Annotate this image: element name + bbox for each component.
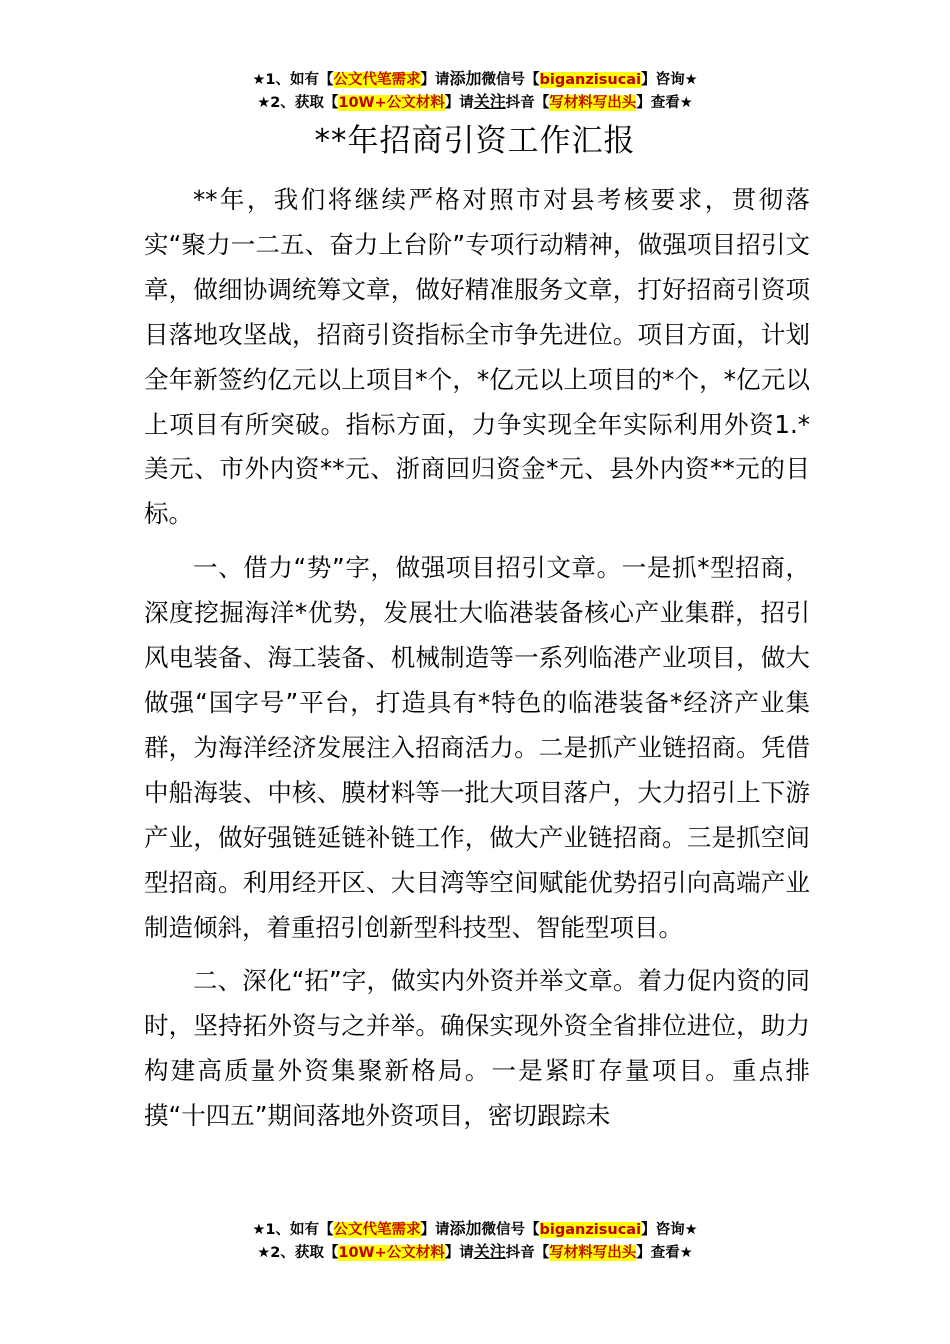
promo-line-2 — [0, 91, 950, 114]
promo-text: 】请 — [420, 1222, 450, 1238]
paragraph: **年，我们将继续严格对照市对县考核要求，贯彻落实“聚力一二五、奋力上台阶”专项行动精神，做强项目招引文章，做细协调统筹文章，做好精准服务文章，打好招商引资项目落地攻坚战，招商引资指标全市争先进位。项目方面，计划全年新签约亿元以上项目*个，*亿元以上项目的*个，*亿元以上项目有所突破。指标方面，力争实现全年实际利用外资1.*美元、市外内资**元、浙商回归资金*元、县外内资**元的目标。 — [144, 185, 810, 529]
promo-highlight: 10W+公文材料 — [338, 95, 445, 111]
promo-text: ★1、如有【 — [252, 72, 334, 88]
promo-text: 】咨询★ — [641, 72, 698, 88]
promo-text: 抖音【 — [505, 95, 550, 111]
promo-text: 】请 — [420, 72, 450, 88]
promo-text: 】咨询★ — [641, 1222, 698, 1238]
promo-emphasis: 关注 — [473, 92, 506, 111]
promo-text: 抖音【 — [505, 1245, 550, 1261]
promo-emphasis: 关注 — [473, 1242, 506, 1261]
promo-text: 】查看★ — [636, 1245, 693, 1261]
promo-text: ★2、获取【 — [257, 95, 339, 111]
promo-highlight: 公文代笔需求 — [333, 1222, 421, 1238]
promo-text: 微信号【 — [481, 72, 540, 88]
promo-text: 】请 — [444, 95, 474, 111]
promo-text: ★1、如有【 — [252, 1222, 334, 1238]
paragraph: 一、借力“势”字，做强项目招引文章。一是抓*型招商，深度挖掘海洋*优势，发展壮大临港装备核心产业集群，招引风电装备、海工装备、机械制造等一系列临港产业项目，做大做强“国字号”平台，打造具有*特色的临港装备*经济产业集群，为海洋经济发展注入招商活力。二是抓产业链招商。凭借中船海装、中核、膜材料等一批大项目落户，大力招引上下游产业，做好强链延链补链工作，做大产业链招商。三是抓空间型招商。利用经开区、大目湾等空间赋能优势招引向高端产业制造倾斜，着重招引创新型科技型、智能型项目。 — [144, 553, 810, 942]
promo-highlight: biganzisucai — [539, 72, 642, 88]
document-title: **年招商引资工作汇报 — [314, 123, 636, 159]
promo-line-1 — [0, 68, 950, 91]
promo-line-2 — [0, 1241, 950, 1264]
footer-promo-banner — [0, 1218, 950, 1264]
promo-highlight: 写材料写出头 — [549, 1245, 637, 1261]
promo-emphasis: 添加 — [449, 69, 482, 88]
document-body — [144, 178, 810, 1139]
promo-highlight: biganzisucai — [539, 1222, 642, 1238]
header-promo-banner — [0, 68, 950, 114]
paragraph: 二、深化“拓”字，做实内外资并举文章。着力促内资的同时，坚持拓外资与之并举。确保实现外资全省排位进位，助力构建高质量外资集聚新格局。一是紧盯存量项目。重点排摸“十四五”期间落地外资项目，密切跟踪未 — [144, 966, 810, 1131]
promo-text: 】查看★ — [636, 95, 693, 111]
promo-emphasis: 添加 — [449, 1219, 482, 1238]
promo-highlight: 10W+公文材料 — [338, 1245, 445, 1261]
promo-highlight: 公文代笔需求 — [333, 72, 421, 88]
promo-line-1 — [0, 1218, 950, 1241]
promo-text: 】请 — [444, 1245, 474, 1261]
promo-text: ★2、获取【 — [257, 1245, 339, 1261]
promo-highlight: 写材料写出头 — [549, 95, 637, 111]
promo-text: 微信号【 — [481, 1222, 540, 1238]
